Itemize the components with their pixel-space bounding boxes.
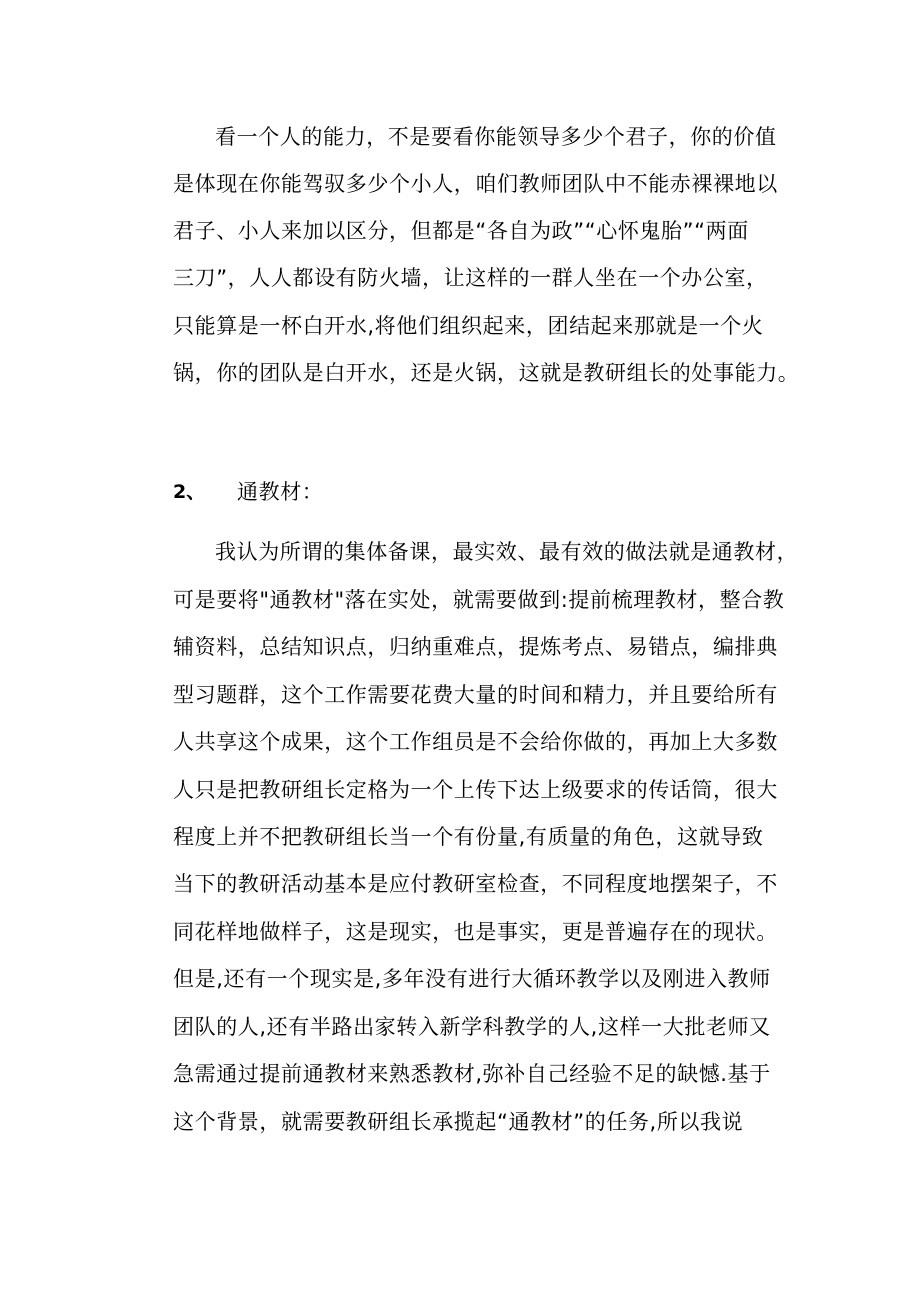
paragraph-1-line-4: 三刀”，人人都设有防火墙，让这样的一群人坐在一个办公室， <box>173 266 768 290</box>
paragraph-1-line-6: 锅，你的团队是白开水，还是火锅，这就是教研组长的处事能力。 <box>173 361 800 385</box>
paragraph-2-line-3: 辅资料，总结知识点，归纳重难点，提炼考点、易错点，编排典 <box>173 635 778 659</box>
paragraph-1-line-2: 是体现在你能驾驭多少个小人，咱们教师团队中不能赤裸裸地以 <box>173 172 778 196</box>
paragraph-1-line-1: 看一个人的能力，不是要看你能领导多少个君子，你的价值 <box>215 125 777 149</box>
paragraph-2-line-1: 我认为所谓的集体备课，最实效、最有效的做法就是通教材， <box>215 540 799 564</box>
paragraph-2-line-9: 同花样地做样子，这是现实，也是事实，更是普遍存在的现状。 <box>173 920 778 944</box>
section-number: 2、 <box>173 481 206 503</box>
paragraph-2-line-8: 当下的教研活动基本是应付教研室检查，不同程度地摆架子，不 <box>173 872 778 896</box>
paragraph-1-line-3: 君子、小人来加以区分，但都是“各自为政”“心怀鬼胎”“两面 <box>173 219 749 243</box>
paragraph-2-line-10: 但是,还有一个现实是,多年没有进行大循环教学以及刚进入教师 <box>173 967 771 991</box>
paragraph-2-line-2: 可是要将"通教材"落在实处，就需要做到:提前梳理教材，整合教 <box>173 588 785 612</box>
paragraph-2-line-6: 人只是把教研组长定格为一个上传下达上级要求的传话筒，很大 <box>173 778 778 802</box>
paragraph-2-line-4: 型习题群，这个工作需要花费大量的时间和精力，并且要给所有 <box>173 683 778 707</box>
paragraph-1-line-5: 只能算是一杯白开水,将他们组织起来，团结起来那就是一个火 <box>173 314 764 338</box>
paragraph-2-line-7: 程度上并不把教研组长当一个有份量,有质量的角色，这就导致 <box>173 825 764 849</box>
paragraph-2-line-5: 人共享这个成果，这个工作组员是不会给你做的，再加上大多数 <box>173 730 778 754</box>
paragraph-2-line-13: 这个背景，就需要教研组长承揽起“通教材”的任务,所以我说 <box>173 1110 744 1134</box>
section-title: 通教材： <box>237 480 324 504</box>
paragraph-2-line-11: 团队的人,还有半路出家转入新学科教学的人,这样一大批老师又 <box>173 1015 771 1039</box>
paragraph-2-line-12: 急需通过提前通教材来熟悉教材,弥补自己经验不足的缺憾.基于 <box>173 1062 771 1086</box>
